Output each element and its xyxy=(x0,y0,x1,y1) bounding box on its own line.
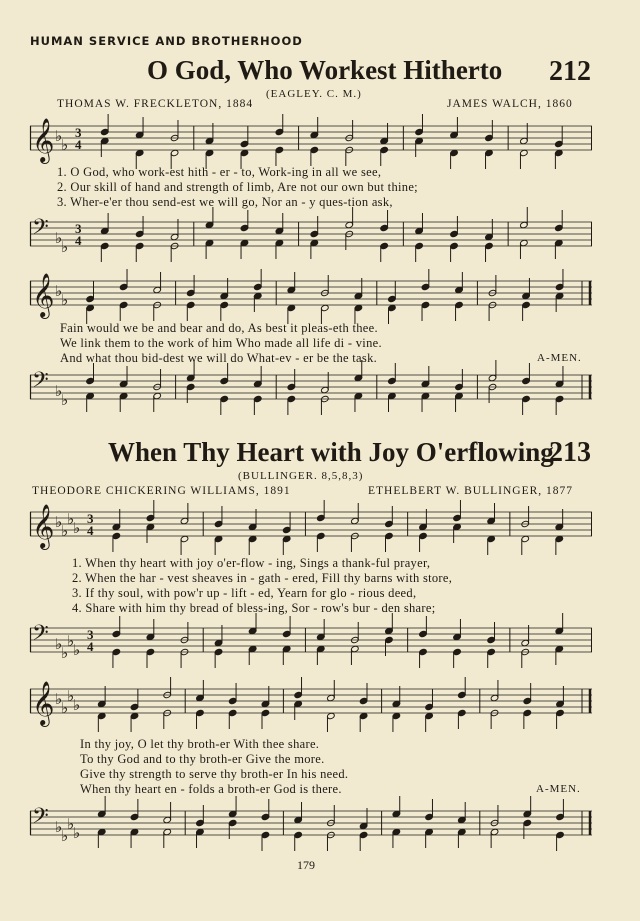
hymn-number-212: 212 xyxy=(549,56,591,87)
bass-clef-icon: 𝄢 xyxy=(32,215,49,245)
flat-icon: ♭ xyxy=(55,127,63,145)
flat-icon: ♭ xyxy=(55,382,63,400)
flat-icon: ♭ xyxy=(73,519,81,537)
bass-staff xyxy=(30,361,594,421)
flat-icon: ♭ xyxy=(61,699,69,717)
lyric-line: 4. Share with him thy bread of bless-ing, Sor - row's bur - den share; xyxy=(72,601,436,615)
bass-clef-icon: 𝄢 xyxy=(32,804,49,834)
lyric-line: When thy heart en - folds a broth-er God is there. xyxy=(80,782,342,796)
flat-icon: ♭ xyxy=(67,632,75,650)
flat-icon: ♭ xyxy=(55,690,63,708)
bass-staff xyxy=(30,614,594,674)
flat-icon: ♭ xyxy=(73,696,81,714)
lyric-line: We link them to the work of him Who made all life di - vine. xyxy=(60,336,382,350)
page-number: 179 xyxy=(297,858,315,872)
lyric-line: To thy God and to thy broth-er Give the more. xyxy=(80,752,325,766)
time-signature: 3 xyxy=(75,221,82,236)
flat-icon: ♭ xyxy=(67,815,75,833)
lyric-line: 2. When the har - vest sheaves in - gath - ered, Fill thy barns with store, xyxy=(72,571,453,585)
lyric-line: 1. When thy heart with joy o'er-flow - ing, Sings a thank-ful prayer, xyxy=(72,556,431,570)
hymn-title-212: O God, Who Workest Hitherto xyxy=(147,55,503,85)
hymn-title-213: When Thy Heart with Joy O'erflowing xyxy=(108,437,554,467)
treble-staff xyxy=(30,498,594,558)
tune-name-213: (BULLINGER. 8,5,8,3) xyxy=(238,470,364,482)
lyric-line: Fain would we be and bear and do, As best it pleas-eth thee. xyxy=(60,321,378,335)
amen-label: A-MEN. xyxy=(536,783,581,795)
time-signature: 4 xyxy=(87,639,94,654)
hymn-number-213: 213 xyxy=(549,437,591,468)
time-signature: 3 xyxy=(87,511,94,526)
flat-icon: ♭ xyxy=(67,687,75,705)
bass-clef-icon: 𝄢 xyxy=(32,368,49,398)
section-heading: HUMAN SERVICE AND BROTHERHOOD xyxy=(30,34,303,48)
lyric-line: 3. If thy soul, with pow'r up - lift - ed, Yearn for glo - rious deed, xyxy=(72,586,417,600)
treble-clef-icon: 𝄞 xyxy=(32,273,55,317)
flat-icon: ♭ xyxy=(73,824,81,842)
lyric-line: 1. O God, who work-est hith - er - to, Work-ing in all we see, xyxy=(57,165,382,179)
flat-icon: ♭ xyxy=(61,827,69,845)
treble-clef-icon: 𝄞 xyxy=(32,681,55,725)
flat-icon: ♭ xyxy=(61,136,69,154)
bass-clef-icon: 𝄢 xyxy=(32,621,49,651)
music-credit-212: JAMES WALCH, 1860 xyxy=(447,98,573,110)
flat-icon: ♭ xyxy=(61,238,69,256)
words-credit-212: THOMAS W. FRECKLETON, 1884 xyxy=(57,98,254,110)
lyric-line: In thy joy, O let thy broth-er With thee share. xyxy=(80,737,320,751)
flat-icon: ♭ xyxy=(61,391,69,409)
time-signature: 4 xyxy=(87,523,94,538)
time-signature: 4 xyxy=(75,137,82,152)
time-signature: 4 xyxy=(75,233,82,248)
flat-icon: ♭ xyxy=(55,513,63,531)
lyric-line: And what thou bid-dest we will do What-ev - er be the task. xyxy=(60,351,378,365)
treble-clef-icon: 𝄞 xyxy=(32,504,55,548)
flat-icon: ♭ xyxy=(55,282,63,300)
treble-staff xyxy=(30,675,594,735)
flat-icon: ♭ xyxy=(61,522,69,540)
amen-label: A-MEN. xyxy=(537,352,582,364)
flat-icon: ♭ xyxy=(61,291,69,309)
lyric-line: Give thy strength to serve thy broth-er In his need. xyxy=(80,767,349,781)
treble-staff xyxy=(30,267,594,327)
lyric-line: 3. Wher-e'er thou send-est we will go, Nor an - y ques-tion ask, xyxy=(57,195,393,209)
flat-icon: ♭ xyxy=(61,644,69,662)
flat-icon: ♭ xyxy=(55,635,63,653)
words-credit-213: THEODORE CHICKERING WILLIAMS, 1891 xyxy=(32,485,291,497)
tune-name-212: (EAGLEY. C. M.) xyxy=(266,88,362,100)
flat-icon: ♭ xyxy=(55,818,63,836)
bass-staff xyxy=(30,797,594,857)
treble-clef-icon: 𝄞 xyxy=(32,118,55,162)
bass-staff xyxy=(30,208,594,268)
lyric-line: 2. Our skill of hand and strength of limb, Are not our own but thine; xyxy=(57,180,418,194)
time-signature: 3 xyxy=(75,125,82,140)
music-credit-213: ETHELBERT W. BULLINGER, 1877 xyxy=(368,485,574,497)
flat-icon: ♭ xyxy=(73,641,81,659)
treble-staff xyxy=(30,112,594,172)
flat-icon: ♭ xyxy=(55,229,63,247)
flat-icon: ♭ xyxy=(67,510,75,528)
time-signature: 3 xyxy=(87,627,94,642)
